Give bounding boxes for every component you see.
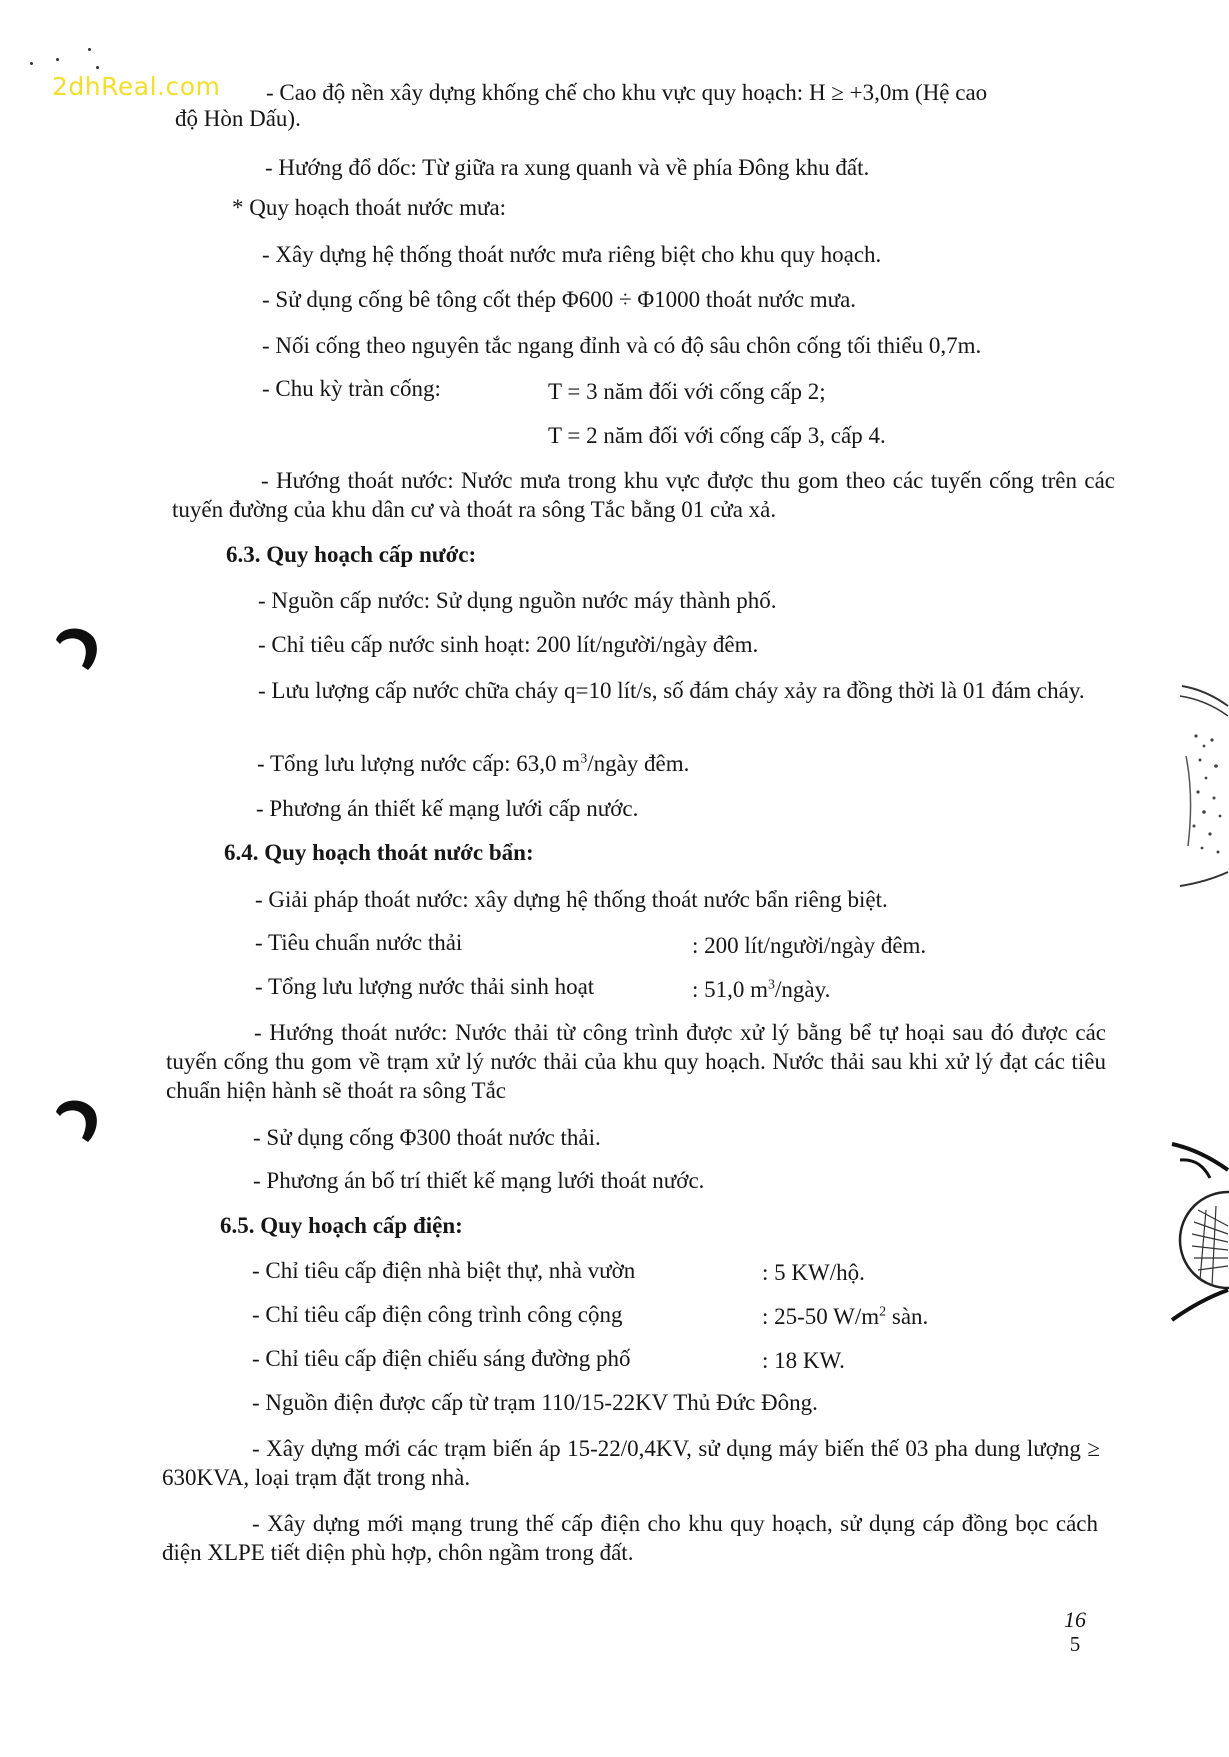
scan-speck	[88, 48, 91, 51]
paragraph-text: - Nguồn cấp nước: Sử dụng nguồn nước máy thành phố.	[258, 588, 777, 613]
paragraph-text: - Tổng lưu lượng nước cấp: 63,0 $m^3$/ngày đêm.	[257, 751, 690, 776]
paragraph-value: : 51,0 $m^3$/ngày.	[692, 977, 831, 1002]
paragraph-text: - Hướng thoát nước: Nước thải từ công trình được xử lý bằng bể tự hoại sau đó được các tuyến cống thu gom về trạm xử lý nước thải của khu quy hoạch. Nước thải sau khi xử lý đạt các tiêu chuẩn hiện hành sẽ thoát ra sông Tắc	[166, 1020, 1106, 1103]
paragraph-label: - Chỉ tiêu cấp điện công trình công cộng	[252, 1302, 623, 1327]
page-number: 16 5	[1064, 1607, 1086, 1656]
paragraph-value: : 5 KW/hộ.	[762, 1260, 865, 1285]
paragraph-text: - Sử dụng cống Φ300 thoát nước thải.	[253, 1125, 601, 1150]
paragraph-text: - Hướng đổ dốc: Từ giữa ra xung quanh và về phía Đông khu đất.	[265, 155, 870, 180]
section-heading-6-3: 6.3. Quy hoạch cấp nước:	[226, 542, 477, 567]
paragraph-text: - Cao độ nền xây dựng khống chế cho khu vực quy hoạch: H ≥ +3,0m (Hệ cao	[266, 80, 988, 105]
scan-speck	[56, 58, 59, 61]
paragraph-text: - Xây dựng mới mạng trung thế cấp điện cho khu quy hoạch, sử dụng cáp đồng bọc cách điện XLPE tiết diện phù hợp, chôn ngầm trong đất.	[162, 1511, 1098, 1565]
edge-stamp-fragment-icon	[1176, 676, 1229, 906]
paragraph-value: : 200 lít/người/ngày đêm.	[692, 933, 927, 958]
paragraph-text: - Sử dụng cống bê tông cốt thép Φ600 ÷ Φ1000 thoát nước mưa.	[262, 287, 857, 312]
paragraph-text: - Phương án thiết kế mạng lưới cấp nước.	[256, 796, 639, 821]
paragraph-text: - Lưu lượng cấp nước chữa cháy q=10 lít/s, số đám cháy xảy ra đồng thời là 01 đám cháy.	[258, 678, 1085, 703]
paragraph-label: - Chu kỳ tràn cống:	[262, 376, 441, 401]
paragraph-text: - Nối cống theo nguyên tắc ngang đỉnh và có độ sâu chôn cống tối thiểu 0,7m.	[262, 333, 982, 358]
subheading: * Quy hoạch thoát nước mưa:	[232, 195, 507, 220]
watermark: 2dhReal.com	[52, 72, 221, 101]
paragraph-value: : 25-50 $W/m^2$ sàn.	[762, 1304, 929, 1329]
paragraph-label: - Tiêu chuẩn nước thải	[255, 930, 463, 955]
section-heading-6-4: 6.4. Quy hoạch thoát nước bẩn:	[224, 840, 534, 865]
paragraph-text: - Xây dựng mới các trạm biến áp 15-22/0,4KV, sử dụng máy biến thế 03 pha dung lượng ≥ 630KVA, loại trạm đặt trong nhà.	[162, 1436, 1100, 1490]
paragraph-text: độ Hòn Dấu).	[175, 106, 301, 131]
paragraph-label: - Chỉ tiêu cấp điện chiếu sáng đường phố	[252, 1346, 631, 1371]
paragraph-value: T = 3 năm đối với cống cấp 2;	[548, 379, 826, 404]
paragraph-text: - Phương án bố trí thiết kế mạng lưới thoát nước.	[253, 1168, 705, 1193]
punch-hole-icon	[50, 1094, 102, 1146]
paragraph-text: - Xây dựng hệ thống thoát nước mưa riêng biệt cho khu quy hoạch.	[262, 242, 882, 267]
paragraph-text: - Chỉ tiêu cấp nước sinh hoạt: 200 lít/người/ngày đêm.	[258, 632, 759, 657]
paragraph-label: - Chỉ tiêu cấp điện nhà biệt thự, nhà vườn	[252, 1258, 636, 1283]
paragraph-text: - Hướng thoát nước: Nước mưa trong khu vực được thu gom theo các tuyến cống trên các tuyến đường của khu dân cư và thoát ra sông Tắc bằng 01 cửa xả.	[172, 468, 1115, 522]
punch-hole-icon	[50, 622, 102, 674]
paragraph-text: - Giải pháp thoát nước: xây dựng hệ thống thoát nước bẩn riêng biệt.	[255, 887, 888, 912]
paragraph-label: - Tổng lưu lượng nước thải sinh hoạt	[255, 974, 595, 999]
paragraph-value: : 18 KW.	[762, 1348, 845, 1373]
edge-stamp-seal-icon	[1170, 1130, 1229, 1330]
section-heading-6-5: 6.5. Quy hoạch cấp điện:	[220, 1213, 463, 1238]
paragraph-text: - Nguồn điện được cấp từ trạm 110/15-22KV Thủ Đức Đông.	[252, 1390, 818, 1415]
scan-speck	[96, 66, 99, 69]
scan-speck	[30, 62, 33, 65]
paragraph-value: T = 2 năm đối với cống cấp 3, cấp 4.	[548, 423, 886, 448]
